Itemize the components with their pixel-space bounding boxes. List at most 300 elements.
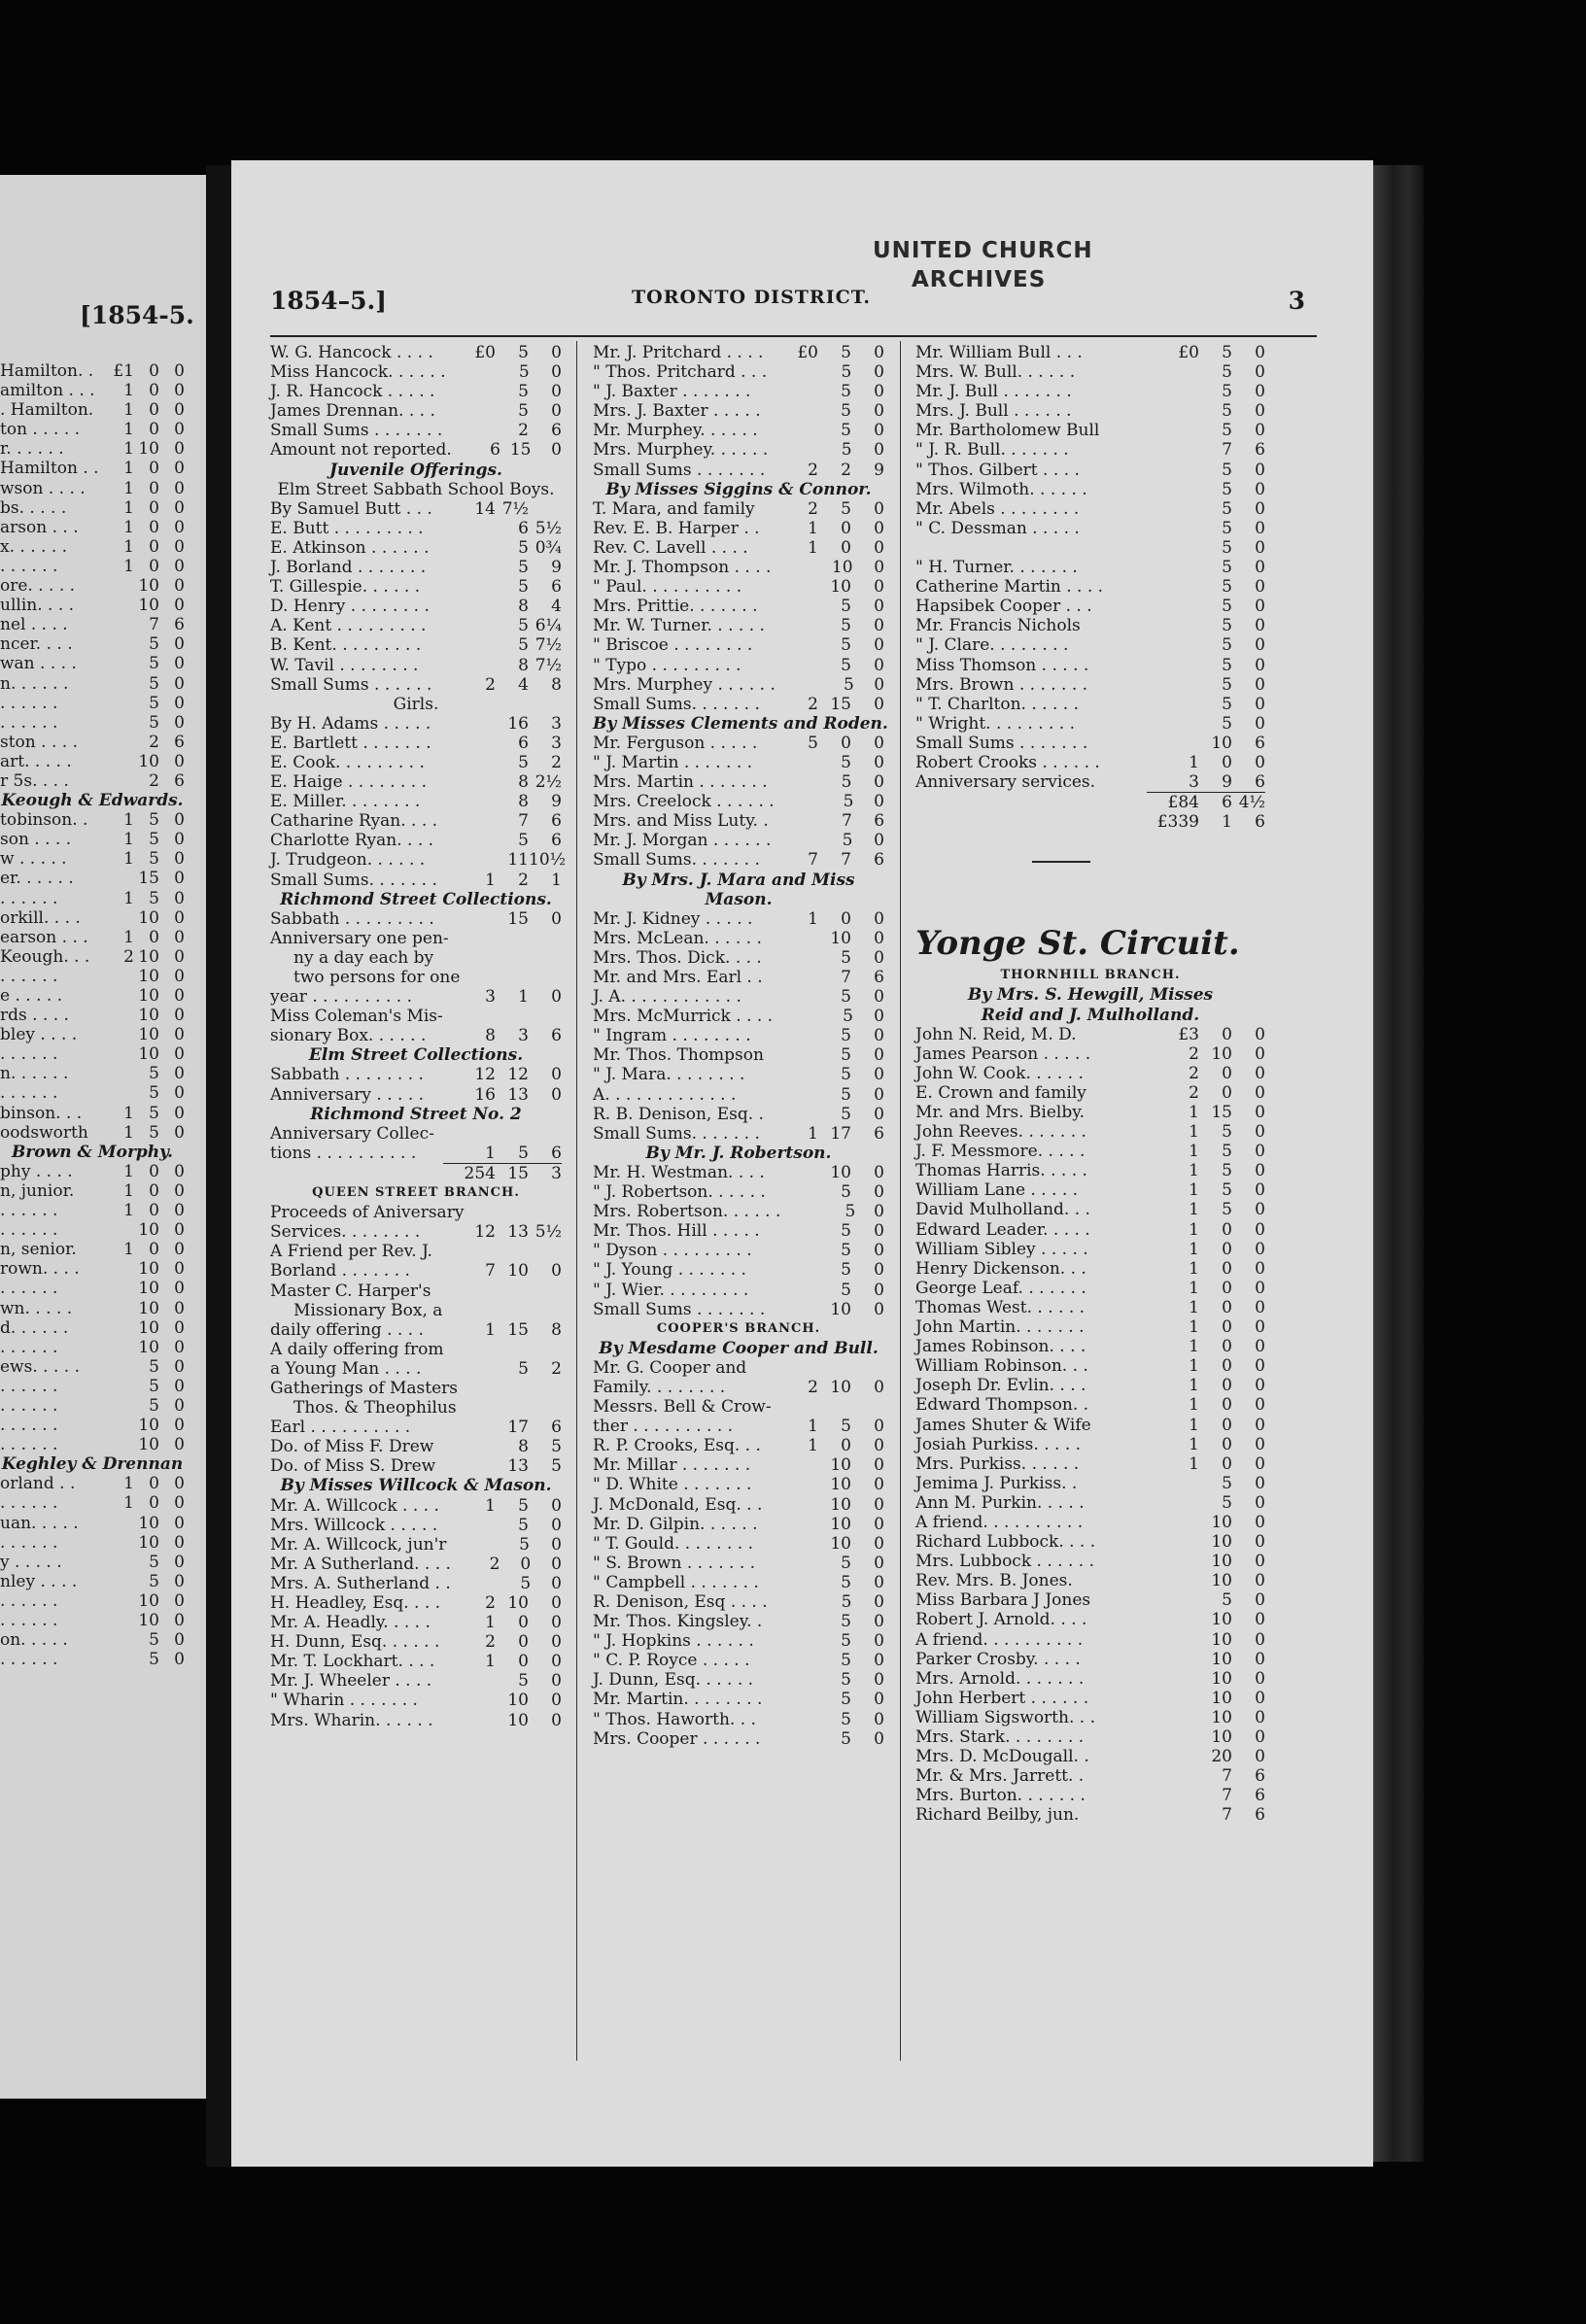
ledger-column-2 <box>593 343 888 1749</box>
entry-text: ny a day each by <box>293 947 434 968</box>
amount-shillings: 0 <box>1222 1063 1232 1083</box>
amount-pence: 0 <box>1255 1258 1265 1279</box>
amount-shillings: 0 <box>518 1613 529 1633</box>
stamp-line-2: ARCHIVES <box>912 267 1047 292</box>
ledger-row <box>0 498 185 518</box>
amount-pence: 0 <box>874 1631 884 1652</box>
amount-pounds: 1 <box>123 1201 134 1221</box>
ledger-row <box>270 772 562 792</box>
amount-pounds <box>1147 1474 1199 1493</box>
amount-pounds <box>766 1300 818 1319</box>
ledger-row <box>915 1220 1265 1240</box>
column-divider <box>576 341 577 2061</box>
entry-name: " J. Young . . . . . . . <box>593 1260 746 1281</box>
ledger-row <box>593 1241 884 1260</box>
amount-pence: 0 <box>1255 1532 1265 1553</box>
ledger-row <box>915 734 1265 753</box>
amount-pounds: 16 <box>474 1084 496 1105</box>
amount-pounds <box>766 1573 818 1592</box>
amount-shillings: 5 <box>1222 1161 1232 1181</box>
amount-pounds <box>446 1535 498 1555</box>
amount-pounds: 1 <box>1189 1297 1199 1317</box>
document-page <box>231 160 1373 2167</box>
ledger-row <box>915 1122 1265 1142</box>
amount-pounds: 1 <box>123 400 134 421</box>
amount-pounds <box>766 401 818 421</box>
amount-pence: 6 <box>1255 733 1265 753</box>
amount-pence: 0 <box>874 1377 884 1397</box>
amount-shillings: 5 <box>518 752 529 772</box>
amount-pounds: 1 <box>123 1240 134 1260</box>
amount-pence: 0 <box>1255 1219 1265 1240</box>
page-year: 1854–5.] <box>270 287 388 315</box>
entry-name: Robert J. Arnold. . . . <box>915 1610 1087 1630</box>
entry-name: Small Sums . . . . . . . <box>593 1299 766 1319</box>
amount-pence: 0 <box>174 478 185 498</box>
amount-pounds: 2 <box>485 1593 496 1613</box>
amount-shillings: 5 <box>518 362 530 383</box>
section-heading: By Mesdame Cooper and Bull. <box>599 1338 879 1358</box>
amount-pence: 0 <box>874 343 884 362</box>
section-heading: By Mr. J. Robertson. <box>645 1143 832 1163</box>
ledger-row <box>593 909 884 929</box>
amount-pounds <box>1147 1727 1199 1747</box>
entry-name: E. Miller. . . . . . . . <box>270 792 421 812</box>
amount-pounds: 1 <box>123 849 134 870</box>
amount-pence: 6 <box>1255 440 1265 461</box>
amount-shillings: 10 <box>138 907 159 928</box>
entry-text: Miss Coleman's Mis- <box>270 1007 443 1027</box>
amount-pence: 2 <box>551 752 562 772</box>
amount-shillings: 5 <box>841 1690 851 1710</box>
amount-pounds: 1 <box>1189 1103 1199 1122</box>
amount-pounds <box>766 1026 818 1045</box>
entry-text: Proceeds of Aniversary <box>270 1203 465 1223</box>
amount-pounds: 1 <box>123 1122 134 1143</box>
entry-name: Thomas West. . . . . . <box>915 1297 1086 1317</box>
entry-name: nel . . . . <box>0 615 68 635</box>
entry-name: Mr. Thos. Thompson <box>593 1045 764 1066</box>
entry-name: Small Sums. . . . . . . <box>270 870 437 890</box>
entry-name: By Samuel Butt . . . <box>270 498 432 519</box>
amount-pence: 0 <box>874 440 884 461</box>
amount-pounds <box>443 616 496 635</box>
amount-pounds <box>768 1592 819 1612</box>
ledger-row <box>0 713 185 733</box>
amount-shillings: 6 <box>1199 792 1232 812</box>
amount-pence: 0 <box>874 1651 884 1671</box>
entry-name: " S. Brown . . . . . . . <box>593 1553 756 1573</box>
ledger-row <box>270 382 562 401</box>
entry-name: W. G. Hancock . . . . <box>270 343 433 362</box>
entry-name: Mr. A. Headly. . . . . <box>270 1613 431 1633</box>
amount-shillings: 5 <box>841 597 851 617</box>
amount-shillings: 0 <box>149 400 159 421</box>
amount-pence: 0 <box>174 1279 185 1299</box>
entry-name: . . . . . . <box>0 693 58 713</box>
ledger-row <box>0 1044 185 1064</box>
amount-pounds <box>766 1260 818 1280</box>
amount-shillings: 10 <box>138 439 159 460</box>
amount-pounds <box>443 577 496 597</box>
entry-name: A friend. . . . . . . . . . <box>915 1512 1084 1532</box>
entry-name: . . . . . . <box>0 1590 58 1611</box>
amount-pounds <box>107 1083 134 1103</box>
ledger-row <box>0 1162 185 1181</box>
entry-name: d. . . . . . <box>0 1317 69 1338</box>
ledger-row <box>915 1337 1265 1356</box>
section-heading: Brown & Morphy. <box>11 1142 174 1162</box>
entry-name: bley . . . . <box>0 1025 78 1045</box>
amount-pence: 0 <box>874 1417 884 1437</box>
ledger-row <box>0 1318 185 1338</box>
entry-name: . . . . . . <box>0 1376 58 1396</box>
amount-pounds <box>1147 1650 1199 1669</box>
amount-shillings: 10 <box>830 1494 851 1515</box>
entry-name <box>915 792 1147 812</box>
ledger-row <box>593 1105 884 1124</box>
ledger-row <box>0 1493 185 1513</box>
amount-pounds <box>107 733 134 752</box>
amount-shillings: 5 <box>841 772 852 793</box>
ledger-row <box>593 1651 884 1670</box>
ledger-row <box>270 1691 562 1710</box>
amount-pence: 0 <box>1255 1707 1265 1727</box>
entry-name: rown. . . . <box>0 1259 80 1280</box>
ledger-row <box>915 440 1265 460</box>
entry-name: Mr. Francis Nichols <box>915 616 1081 636</box>
amount-shillings: 0 <box>149 536 159 557</box>
entry-name: r. . . . . . <box>0 439 64 460</box>
entry-name: Mrs. J. Baxter . . . . . <box>593 401 761 422</box>
amount-shillings: 5 <box>841 1417 851 1437</box>
entry-name: Mr. J. Pritchard . . . . <box>593 343 764 362</box>
entry-text: two persons for one <box>293 968 461 987</box>
ledger-row <box>915 1376 1265 1395</box>
entry-name: Parker Crosby. . . . . <box>915 1649 1081 1669</box>
amount-pence: 0 <box>874 928 884 948</box>
amount-shillings: 10 <box>138 1279 159 1299</box>
amount-pence: 6 <box>551 577 562 598</box>
amount-shillings: 5 <box>1222 616 1232 636</box>
amount-pence: 4 <box>551 597 562 617</box>
amount-pence: 0 <box>1255 1063 1265 1083</box>
ledger-row <box>593 440 884 460</box>
amount-pence: 0 <box>174 634 185 655</box>
amount-pounds <box>1147 1552 1199 1571</box>
amount-pence: 0 <box>874 1709 884 1729</box>
amount-pence: 0 <box>174 986 185 1006</box>
entry-name: ton . . . . . <box>0 420 81 440</box>
amount-pence: 0 <box>174 1122 185 1143</box>
amount-pounds <box>766 1241 818 1260</box>
amount-shillings: 10 <box>138 1006 159 1026</box>
amount-shillings: 10 <box>830 1377 851 1397</box>
entry-name: ullin. . . . <box>0 596 75 616</box>
amount-shillings: 10 <box>1211 1629 1232 1650</box>
amount-pounds <box>107 869 134 888</box>
ledger-row <box>593 1631 884 1651</box>
amount-shillings: 0 <box>1222 1356 1232 1377</box>
entry-name: tobinson. . <box>0 810 88 831</box>
amount-shillings: 5 <box>1222 694 1232 714</box>
ledger-row <box>0 1377 185 1396</box>
amount-pounds: 1 <box>1189 752 1199 772</box>
amount-pence: 0 <box>874 947 884 968</box>
amount-pounds <box>443 558 496 577</box>
entry-name: By H. Adams . . . . . <box>270 713 431 734</box>
amount-shillings: 5 <box>841 440 852 461</box>
entry-name: Mrs. Murphey . . . . . . <box>593 674 776 695</box>
ledger-row <box>915 1747 1265 1766</box>
amount-shillings: 10 <box>830 1299 851 1319</box>
amount-shillings: 5 <box>1222 674 1232 695</box>
ledger-row <box>915 1103 1265 1122</box>
amount-pence: 6 <box>174 770 185 791</box>
amount-pence: 0 <box>174 1006 185 1026</box>
ledger-row <box>0 986 185 1006</box>
amount-pounds <box>771 558 821 577</box>
amount-shillings: 0 <box>841 537 851 558</box>
entry-name: Mrs. D. McDougall. . <box>915 1747 1089 1767</box>
amount-shillings: 15 <box>496 1163 529 1183</box>
ledger-row <box>0 869 185 888</box>
amount-pounds <box>1147 480 1199 499</box>
entry-name: a Young Man . . . . <box>270 1358 422 1379</box>
ledger-row <box>593 831 884 850</box>
ledger-row <box>593 616 884 635</box>
circuit-title: Yonge St. Circuit. <box>915 924 1240 964</box>
ledger-row <box>270 1593 562 1613</box>
amount-pounds: £1 <box>113 361 134 381</box>
entry-name: John N. Reid, M. D. <box>915 1024 1077 1044</box>
amount-pence: 6 <box>874 811 885 832</box>
amount-pounds <box>443 753 496 772</box>
ledger-row <box>270 1555 562 1574</box>
entry-name: Mrs. Wilmoth. . . . . . <box>915 479 1087 499</box>
ledger-row <box>0 810 185 830</box>
amount-pence: 0 <box>1255 537 1265 558</box>
amount-shillings: 5 <box>841 1572 851 1592</box>
ledger-row <box>0 771 185 791</box>
ledger-row <box>270 850 567 871</box>
amount-pounds <box>443 811 496 831</box>
entry-name: " H. Turner. . . . . . . <box>915 558 1078 578</box>
ledger-row <box>593 1281 884 1300</box>
ledger-row <box>0 1064 185 1083</box>
amount-shillings: 13 <box>507 1084 529 1105</box>
amount-pounds <box>1147 1590 1199 1610</box>
amount-pence: 0 <box>874 1280 884 1300</box>
entry-name: binson. . . <box>0 1103 83 1123</box>
stamp-line-1: UNITED CHURCH <box>873 238 1093 263</box>
amount-pounds <box>766 1554 818 1573</box>
ledger-row <box>915 1786 1265 1805</box>
amount-pence: 2 <box>551 1358 562 1379</box>
amount-pounds: 1 <box>123 381 134 401</box>
amount-pence: 8 <box>551 674 562 695</box>
ledger-row <box>270 714 562 734</box>
amount-pence: 0 <box>174 1356 185 1377</box>
entry-name: E. Crown and family <box>915 1082 1086 1103</box>
amount-pence: 0 <box>874 1241 884 1261</box>
amount-pounds <box>443 1456 496 1476</box>
entry-name: Miss Thomson . . . . . <box>915 655 1089 675</box>
amount-shillings: 5 <box>841 616 851 636</box>
amount-pounds: 1 <box>1189 1395 1199 1416</box>
amount-pounds <box>107 1553 134 1572</box>
entry-name: " J. Clare. . . . . . . . <box>915 635 1069 656</box>
amount-pounds <box>771 831 821 850</box>
amount-pence: 3 <box>551 733 562 753</box>
amount-shillings: 10 <box>831 558 853 578</box>
amount-pounds: 1 <box>123 478 134 498</box>
amount-pounds: 1 <box>123 536 134 557</box>
amount-pence: 0 <box>874 831 884 851</box>
amount-shillings: 5 <box>518 577 529 598</box>
amount-shillings: 5 <box>149 1083 159 1104</box>
amount-pence: 0 <box>174 869 185 889</box>
ledger-row <box>915 1766 1265 1786</box>
amount-shillings: 8 <box>518 1437 529 1457</box>
ledger-row <box>915 1279 1265 1298</box>
amount-pounds <box>766 1105 818 1124</box>
amount-shillings: 5 <box>841 635 851 656</box>
entry-name <box>915 538 1147 558</box>
amount-shillings: 5 <box>149 1571 159 1591</box>
amount-pounds <box>1147 1532 1199 1552</box>
entry-name: " J. Wier. . . . . . . . . <box>593 1280 749 1300</box>
amount-pounds: 8 <box>485 1026 496 1046</box>
amount-shillings: 5 <box>149 830 159 850</box>
amount-pounds: 2 <box>808 498 818 519</box>
entry-name: e . . . . . <box>0 986 63 1006</box>
entry-name: n, senior. <box>0 1240 77 1260</box>
amount-pounds: £0 <box>1178 343 1199 362</box>
ledger-row <box>593 850 884 870</box>
entry-name: " Wharin . . . . . . . <box>270 1691 418 1711</box>
amount-pence: 6 <box>874 968 884 987</box>
amount-pounds <box>1147 1786 1199 1805</box>
ledger-row <box>0 1533 185 1553</box>
entry-name: Richard Beilby, jun. <box>915 1805 1080 1826</box>
ledger-row <box>270 1535 562 1555</box>
ledger-column-1 <box>270 343 567 1730</box>
entry-name: John Martin. . . . . . . <box>915 1317 1085 1338</box>
entry-name: Robert Crooks . . . . . . <box>915 752 1100 772</box>
ledger-row <box>270 519 562 538</box>
ledger-row <box>593 1378 884 1397</box>
amount-shillings: 10 <box>138 1025 159 1045</box>
amount-pence: 9 <box>551 558 562 578</box>
header-rule <box>270 335 1317 337</box>
entry-name: . . . . . . <box>0 1435 58 1455</box>
amount-shillings: 10 <box>138 986 159 1006</box>
amount-pence: 0 <box>1255 1629 1265 1650</box>
entry-text: Missionary Box, a <box>293 1300 443 1320</box>
ledger-row <box>915 1161 1265 1180</box>
entry-name: Borland . . . . . . . <box>270 1261 410 1282</box>
ledger-row <box>593 461 884 480</box>
amount-shillings: 0 <box>149 927 159 947</box>
amount-pence: 6 <box>874 1123 884 1144</box>
amount-shillings: 10 <box>1211 1512 1232 1532</box>
entry-name: H. Headley, Esq. . . . <box>270 1593 441 1613</box>
amount-pence: 6 <box>551 811 562 832</box>
ledger-row <box>915 499 1265 519</box>
ledger-row <box>915 1435 1265 1454</box>
amount-shillings: 10 <box>138 1259 159 1280</box>
ledger-row <box>270 597 562 616</box>
amount-pounds <box>107 596 134 615</box>
amount-pounds: 1 <box>1189 1415 1199 1435</box>
ledger-row <box>593 635 884 655</box>
ledger-row <box>593 1163 884 1182</box>
amount-shillings: 5 <box>1222 1200 1232 1220</box>
amount-shillings: 0 <box>1222 1024 1232 1044</box>
ledger-row <box>0 1611 185 1630</box>
amount-pence: 0 <box>1255 1239 1265 1259</box>
amount-shillings: 10 <box>138 1513 159 1533</box>
amount-pounds: 1 <box>808 518 818 538</box>
amount-shillings: 5 <box>149 810 159 831</box>
amount-pounds <box>768 440 819 460</box>
amount-pence: 0 <box>874 1045 884 1066</box>
amount-shillings: 15 <box>507 1319 529 1340</box>
entry-name: William Sigsworth. . . <box>915 1707 1095 1727</box>
ledger-row <box>270 1613 562 1632</box>
ledger-row <box>593 1065 884 1084</box>
amount-pounds <box>1147 1571 1199 1590</box>
amount-shillings: 10 <box>830 1475 851 1495</box>
ledger-row <box>0 1338 185 1357</box>
amount-pence: 0 <box>174 1532 185 1553</box>
entry-name: " J. Mara. . . . . . . . <box>593 1065 745 1085</box>
entry-name: John Reeves. . . . . . . <box>915 1122 1086 1143</box>
amount-shillings: 10 <box>138 1590 159 1611</box>
entry-name: Mrs. Creelock . . . . . . <box>593 792 775 812</box>
amount-shillings: 5 <box>1222 597 1232 617</box>
amount-pence: 0 <box>174 888 185 908</box>
ledger-row <box>270 362 562 382</box>
entry-name: earson . . . <box>0 927 88 947</box>
ledger-row <box>0 928 185 947</box>
amount-pounds <box>443 772 496 792</box>
ledger-row <box>593 343 884 362</box>
amount-pence: 9 <box>551 792 562 812</box>
ledger-row <box>915 1142 1265 1161</box>
section-heading: By Mrs. J. Mara and Miss <box>622 870 855 890</box>
amount-shillings: 5 <box>841 1104 851 1124</box>
amount-pence: 1 <box>551 870 562 890</box>
entry-name: uan. . . . . <box>0 1513 79 1533</box>
amount-shillings: 5 <box>843 792 854 812</box>
amount-shillings: 2 <box>149 770 159 791</box>
ledger-row <box>270 577 562 597</box>
amount-shillings: 7 <box>841 811 852 832</box>
ledger-row <box>593 1026 884 1045</box>
ledger-row <box>0 596 185 615</box>
amount-shillings: 10 <box>830 1162 851 1182</box>
amount-pounds <box>443 1711 496 1730</box>
amount-shillings: 5 <box>841 947 851 968</box>
amount-shillings: 0 <box>1222 1395 1232 1416</box>
amount-pence: 0 <box>874 1553 884 1573</box>
amount-pounds <box>443 538 496 558</box>
ledger-row <box>0 752 185 771</box>
amount-shillings: 0 <box>1222 752 1232 772</box>
ledger-row <box>593 1300 884 1319</box>
